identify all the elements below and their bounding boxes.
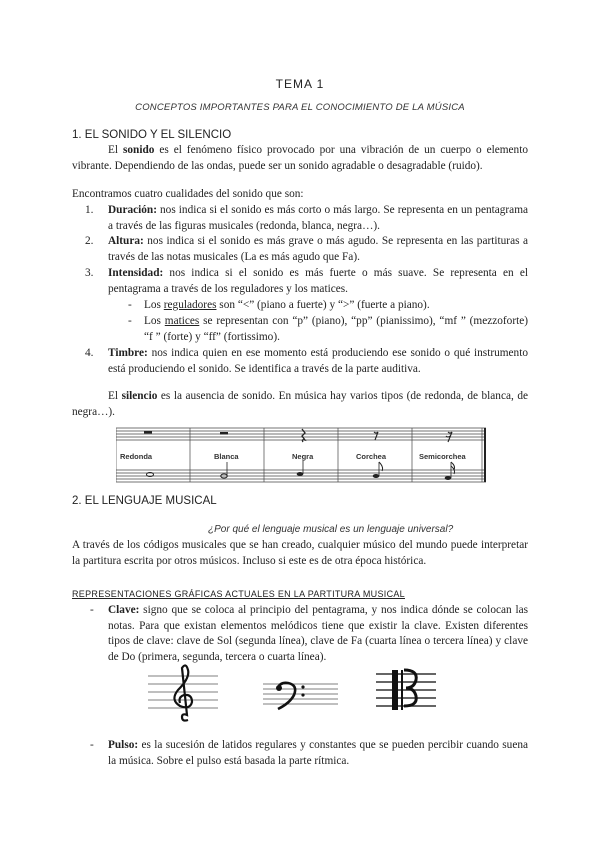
page-title: TEMA 1: [275, 77, 325, 91]
eighth-note-icon: [373, 474, 380, 478]
section1-heading: 1. EL SONIDO Y EL SILENCIO: [72, 129, 232, 141]
sixteenth-note-icon: [445, 476, 452, 480]
silence-definition: El silencio es la ausencia de sonido. En música hay varios tipos (de redonda, de blanca, de negra…).: [72, 390, 528, 418]
whole-rest-icon: [144, 431, 152, 434]
qualities-intro: Encontramos cuatro cualidades del sonido que son:: [72, 188, 304, 200]
section2-heading: 2. EL LENGUAJE MUSICAL: [72, 495, 217, 507]
figure-label: Redonda: [120, 452, 153, 461]
graphics-subheading: REPRESENTACIONES GRÁFICAS ACTUALES EN LA PARTITURA MUSICAL: [72, 589, 405, 599]
figure-label: Corchea: [356, 452, 387, 461]
quarter-note-icon: [297, 472, 304, 476]
page-subtitle: CONCEPTOS IMPORTANTES PARA EL CONOCIMIENTO DE LA MÚSICA: [135, 102, 465, 113]
sound-definition: El sonido es el fenómeno físico provocado por una vibración de un cuerpo o elemento vibrante. Dependiendo de las ondas, puede ser un sonido agradable o desagradable (ruido).: [72, 144, 528, 172]
half-rest-icon: [220, 432, 228, 435]
figure-label: Semicorchea: [419, 452, 466, 461]
section2-paragraph: A través de los códigos musicales que se han creado, cualquier músico del mundo puede interpretar la partitura escrita por otros músicos. Incluso si este es de otra época histórica.: [72, 539, 528, 567]
clefs-svg: [148, 664, 448, 724]
figure-label: Blanca: [214, 452, 239, 461]
rest-figures-staff: [116, 424, 486, 486]
treble-clef-icon: [174, 665, 192, 720]
clefs-illustration: [148, 664, 448, 724]
eighth-rest-icon: [374, 432, 378, 440]
figure-label: Negra: [292, 452, 314, 461]
section2-question: ¿Por qué el lenguaje musical es un lenguaje universal?: [208, 524, 454, 535]
